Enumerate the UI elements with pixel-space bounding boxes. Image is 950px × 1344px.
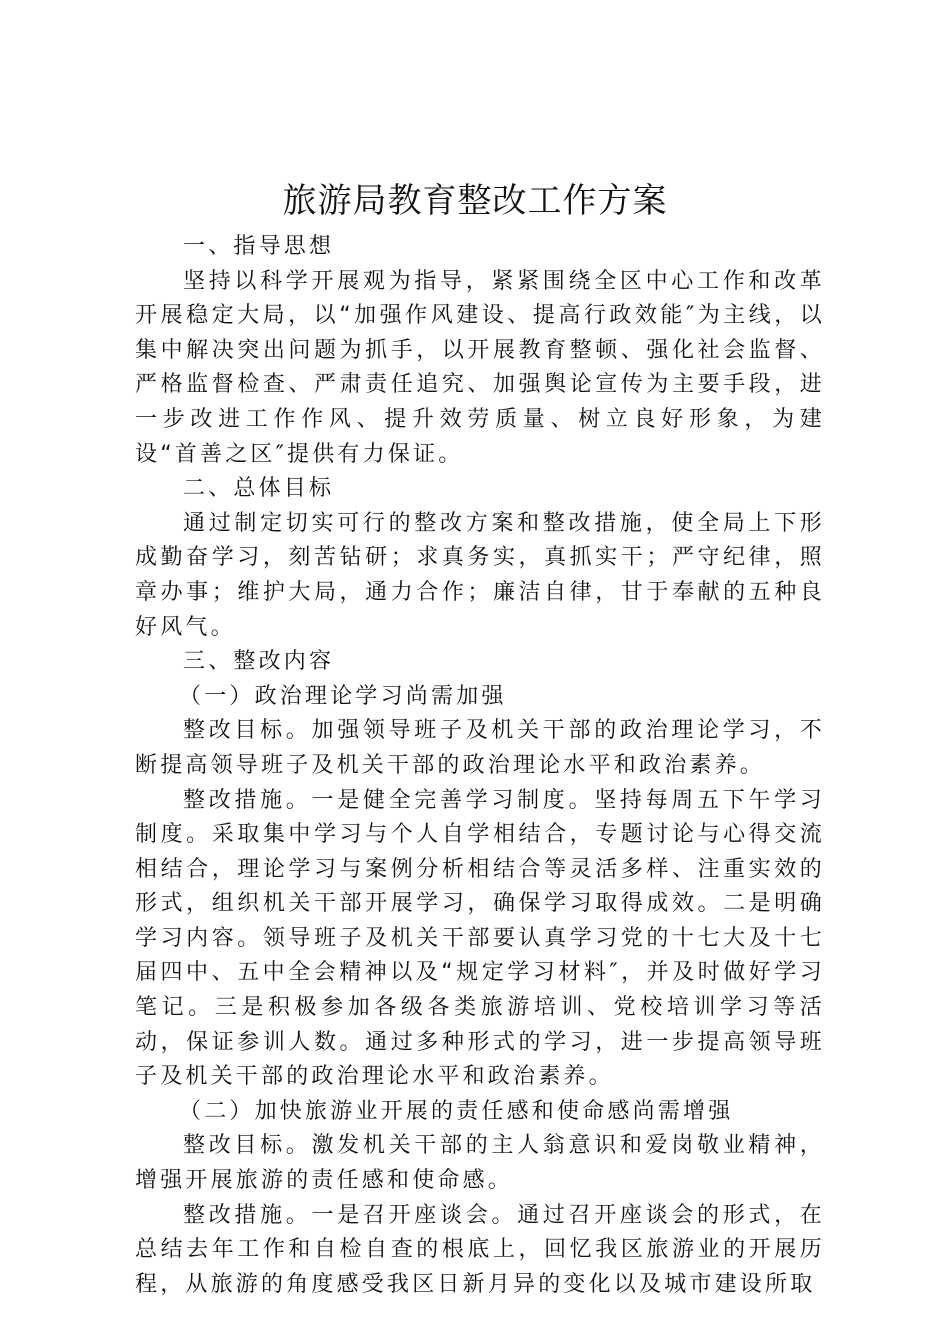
paragraph-study-measures: 整改措施。一是健全完善学习制度。坚持每周五下午学习制度。采取集中学习与个人自学相结合，专题讨论与心得交流相结合，理论学习与案例分析相结合等灵活多样、注重实效的形式，组织机关干部开展学习，确保学习取得成效。二是明确学习内容。领导班子及机关干部要认真学习党的十七大及十七届四中、五中全会精神以及“规定学习材料″，并及时做好学习笔记。三是积极参加各级各类旅游培训、党校培训学习等活动，保证参训人数。通过多种形式的学习，进一步提高领导班子及机关干部的政治理论水平和政治素养。 xyxy=(135,787,825,1090)
section-heading-overall-goal: 二、总体目标 xyxy=(183,476,335,502)
paragraph-study-goal: 整改目标。加强领导班子及机关干部的政治理论学习，不断提高领导班子及机关干部的政治理论水平和政治素养。 xyxy=(135,718,825,778)
paragraph-responsibility-measures: 整改措施。一是召开座谈会。通过召开座谈会的形式，在总结去年工作和自检自查的根底上，回忆我区旅游业的开展历程，从旅游的角度感受我区日新月异的变化以及城市建设所取 xyxy=(135,1202,825,1297)
document-title: 旅游局教育整改工作方案 xyxy=(282,181,668,221)
paragraph-responsibility-goal: 整改目标。激发机关干部的主人翁意识和爱岗敬业精神，增强开展旅游的责任感和使命感。 xyxy=(135,1133,825,1194)
paragraph-overall-goal: 通过制定切实可行的整改方案和整改措施，使全局上下形成勤奋学习，刻苦钻研；求真务实，真抓实干；严守纪律，照章办事；维护大局，通力合作；廉洁自律，甘于奉献的五种良好风气。 xyxy=(135,510,825,640)
document-body xyxy=(135,230,825,1302)
subsection-heading-political-study: （一）政治理论学习尚需加强 xyxy=(179,683,507,709)
subsection-heading-responsibility: （二）加快旅游业开展的责任感和使命感尚需增强 xyxy=(179,1098,734,1124)
paragraph-guiding-ideology: 坚持以科学开展观为指导，紧紧围绕全区中心工作和改革开展稳定大局，以“加强作风建设、提高行政效能″为主线，以集中解决突出问题为抓手，以开展教育整顿、强化社会监督、严格监督检查、严肃责任追究、加强舆论宣传为主要手段，进一步改进工作作风、提升效劳质量、树立良好形象，为建设“首善之区″提供有力保证。 xyxy=(135,268,825,467)
section-heading-rectification-content: 三、整改内容 xyxy=(183,649,335,675)
section-heading-guiding-ideology: 一、指导思想 xyxy=(183,234,335,259)
